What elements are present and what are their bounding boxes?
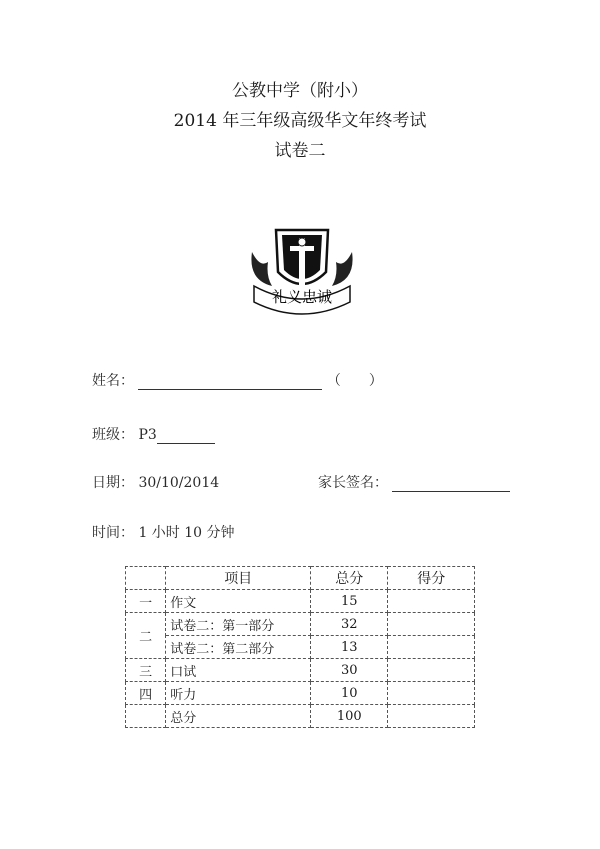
- score-table: [125, 566, 475, 728]
- table-header-row: [126, 567, 475, 590]
- header-no: [126, 567, 166, 590]
- row-score-blank[interactable]: [388, 705, 475, 728]
- time-label: 时间：: [92, 525, 134, 541]
- row-item: 口试: [166, 659, 311, 682]
- date-label: 日期：: [92, 475, 134, 491]
- header-total: 总分: [311, 567, 388, 590]
- date-value: 30/10/2014: [138, 475, 220, 491]
- row-number: 一: [126, 590, 166, 613]
- exam-title: 2014 年三年级高级华文年终考试: [173, 111, 427, 131]
- name-blank[interactable]: [138, 373, 322, 390]
- row-score-blank[interactable]: [388, 682, 475, 705]
- time-field-row: [92, 522, 235, 542]
- row-score-blank[interactable]: [388, 659, 475, 682]
- row-score-blank[interactable]: [388, 613, 475, 636]
- header-score: 得分: [388, 567, 475, 590]
- school-crest-logo: [246, 222, 358, 324]
- row-number: 二: [126, 613, 166, 659]
- table-row: [126, 705, 475, 728]
- name-label: 姓名：: [92, 373, 134, 389]
- row-item: 试卷二：第一部分: [166, 613, 311, 636]
- row-score-blank[interactable]: [388, 636, 475, 659]
- row-number: [126, 705, 166, 728]
- date-field-row: [92, 472, 219, 492]
- table-row: [126, 613, 475, 636]
- crest-motto-text: 礼义忠诚: [271, 288, 333, 306]
- paper-title: 试卷二: [274, 141, 326, 161]
- row-number: 四: [126, 682, 166, 705]
- school-name: 公教中学（附小）: [232, 81, 368, 101]
- class-label: 班级：: [92, 427, 134, 443]
- row-total: 15: [311, 590, 388, 613]
- row-total: 10: [311, 682, 388, 705]
- parent-signature-row: [318, 472, 510, 492]
- class-value: P3: [138, 427, 157, 443]
- header-item: 项目: [166, 567, 311, 590]
- row-score-blank[interactable]: [388, 590, 475, 613]
- table-row: [126, 659, 475, 682]
- row-total: 13: [311, 636, 388, 659]
- row-item: 作文: [166, 590, 311, 613]
- table-row: [126, 636, 475, 659]
- table-row: [126, 590, 475, 613]
- time-value: 1 小时 10 分钟: [138, 525, 235, 541]
- class-blank[interactable]: [157, 427, 215, 444]
- parent-signature-label: 家长签名：: [318, 475, 388, 491]
- row-number: 三: [126, 659, 166, 682]
- register-number-paren: （ ）: [326, 373, 383, 389]
- row-item: 听力: [166, 682, 311, 705]
- row-item: 试卷二：第二部分: [166, 636, 311, 659]
- row-total: 30: [311, 659, 388, 682]
- row-total: 32: [311, 613, 388, 636]
- table-row: [126, 682, 475, 705]
- row-grand-total-value: 100: [311, 705, 388, 728]
- class-field-row: [92, 424, 215, 444]
- name-field-row: [92, 370, 383, 390]
- parent-signature-blank[interactable]: [392, 475, 510, 492]
- row-item-grand-total: 总分: [166, 705, 311, 728]
